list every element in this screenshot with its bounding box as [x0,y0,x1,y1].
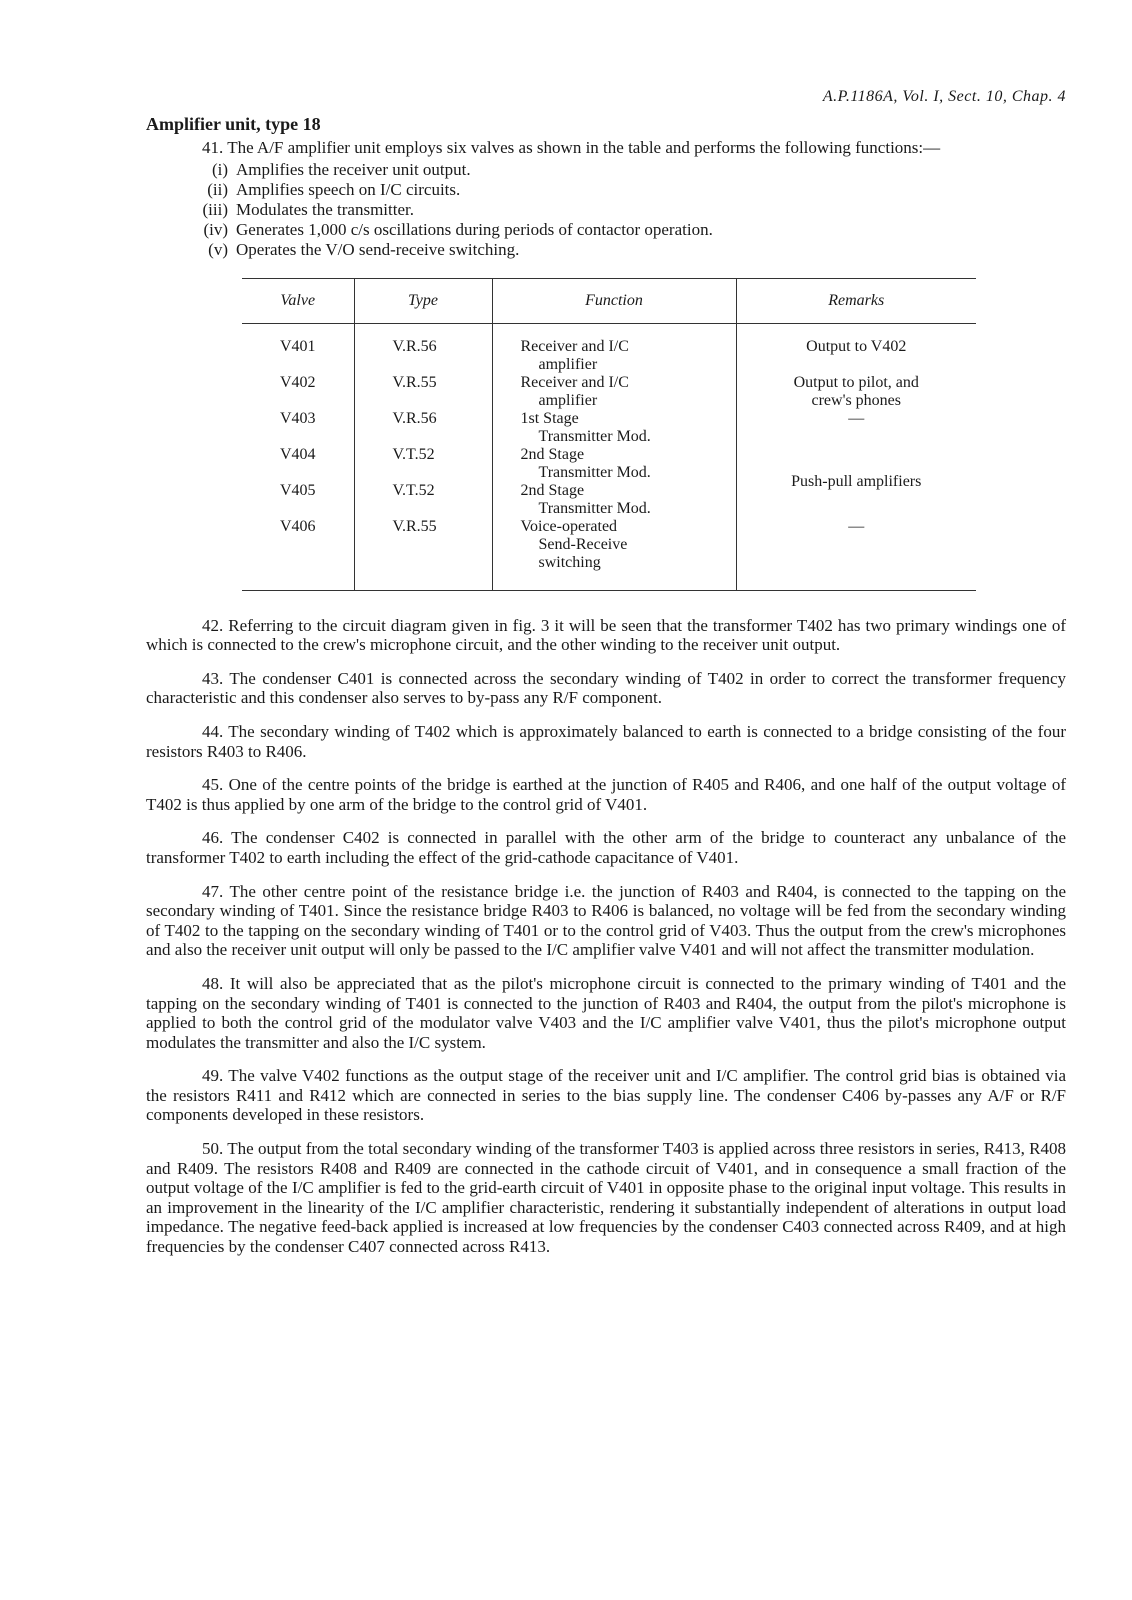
paragraph-43: 43. The condenser C401 is connected across the secondary winding of T402 in order to correct the transformer frequency characteristic and this condenser also serves to by-pass any R/F component. [146,668,1066,708]
table-row: V402 V.R.55 Receiver and I/C amplifier Output to pilot, and crew's phones [242,374,976,410]
list-item: (iv) Generates 1,000 c/s oscillations during periods of contactor operation. [203,219,713,239]
section-title: Amplifier unit, type 18 [146,114,321,134]
list-item: (v) Operates the V/O send-receive switching. [208,239,520,259]
running-head: A.P.1186A, Vol. I, Sect. 10, Chap. 4 [822,88,1066,105]
paragraph-48: 48. It will also be appreciated that as the pilot's microphone circuit is connected to the primary winding of T401 and the tapping on the secondary winding of T401 is connected to the junction of R403 and R404, the output from the pilot's microphone is applied to both the control grid of the modulator valve V403 and the I/C amplifier valve V401, thus the pilot's microphone output modulates the transmitter and also the I/C system. [146,973,1066,1052]
valve-table [242,278,976,591]
paragraph-45: 45. One of the centre points of the bridge is earthed at the junction of R405 and R406, and one half of the output voltage of T402 is thus applied by one arm of the bridge to the control grid of V401. [146,775,1066,814]
list-item: (iii) Modulates the transmitter. [202,199,414,219]
table-row: V404 V.T.52 2nd Stage Transmitter Mod. Push-pull amplifiers [242,446,976,482]
paragraph-42: 42. Referring to the circuit diagram given in fig. 3 it will be seen that the transformer T402 has two primary windings one of which is connected to the crew's microphone circuit, and the other winding to the receiver unit output. [146,615,1066,655]
list-item: (ii) Amplifies speech on I/C circuits. [207,179,461,199]
table-row: V405 V.T.52 2nd Stage Transmitter Mod. [242,482,976,518]
list-item: (i) Amplifies the receiver unit output. [211,159,471,179]
functions-list [146,160,1066,260]
col-header-remarks: Remarks [736,279,976,324]
paragraph-47: 47. The other centre point of the resistance bridge i.e. the junction of R403 and R404, is connected to the tapping on the secondary winding of T401. Since the resistance bridge R403 to R406 is balanced, no voltage will be fed from the secondary winding of T402 to the tapping on the secondary winding of T401 or to the control grid of V403. Thus the output from the crew's microphones and also the receiver unit output will only be passed to the I/C amplifier valve V401 and will not affect the transmitter modulation. [146,881,1066,960]
table-row: V401 V.R.56 Receiver and I/C amplifier Output to V402 [242,323,976,374]
paragraph-49: 49. The valve V402 functions as the output stage of the receiver unit and I/C amplifier. The control grid bias is obtained via the resistors R411 and R412 which are connected in series to the bias supply line. The condenser C406 by-passes any A/F or R/F components developed in these resistors. [146,1066,1066,1125]
col-header-function: Function [492,279,736,324]
paragraph-50: 50. The output from the total secondary winding of the transformer T403 is applied across three resistors in series, R413, R408 and R409. The resistors R408 and R409 are connected in the cathode circuit of V401, and in consequence a small fraction of the output voltage of the I/C amplifier is fed to the grid-earth circuit of V401 in opposite phase to the original input voltage. This results in an improvement in the linearity of the I/C amplifier characteristic, rendering it substantially independent of alterations in output load impedance. The negative feed-back applied is increased at low frequencies by the condenser C403 connected across R409, and at high frequencies by the condenser C407 connected across R413. [146,1139,1066,1257]
col-header-type: Type [354,279,492,324]
paragraph-41: 41. The A/F amplifier unit employs six valves as shown in the table and performs the following functions:— [202,138,941,157]
table-row: V406 V.R.55 Voice-operated Send-Receive switching — [242,518,976,590]
col-header-valve: Valve [242,279,354,324]
paragraph-44: 44. The secondary winding of T402 which is approximately balanced to earth is connected to a bridge consisting of the four resistors R403 to R406. [146,721,1066,761]
paragraph-46: 46. The condenser C402 is connected in parallel with the other arm of the bridge to counteract any unbalance of the transformer T402 to earth including the effect of the grid-cathode capacitance of V401. [146,828,1066,867]
table-row: V403 V.R.56 1st Stage Transmitter Mod. — [242,410,976,446]
